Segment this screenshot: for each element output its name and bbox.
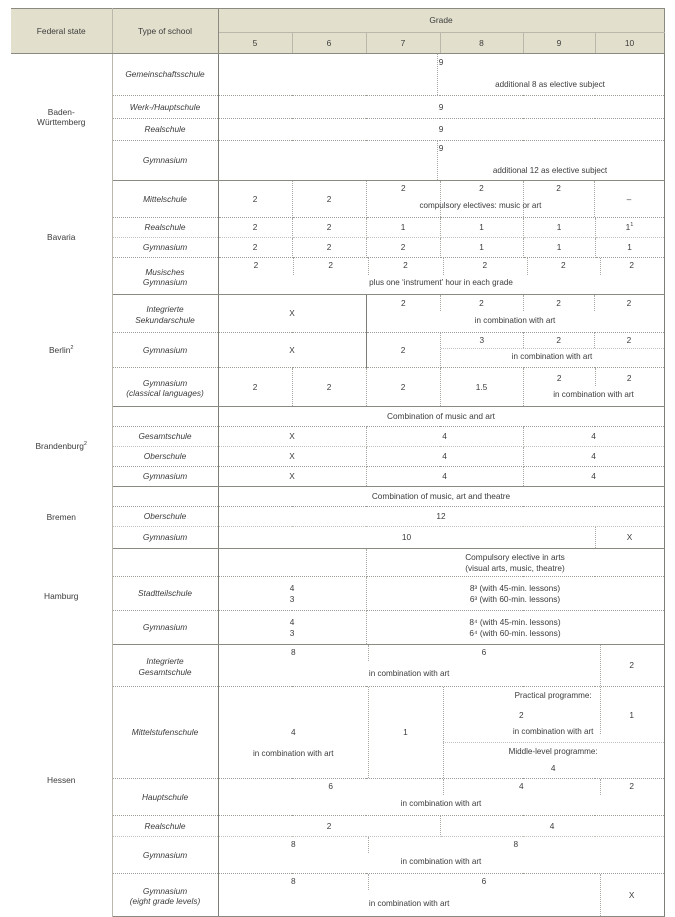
- note-combination-art-left: in combination with art: [252, 749, 334, 758]
- curriculum-hours-table: [11, 8, 665, 917]
- school-gymnasium-hessen: Gymnasium: [112, 837, 218, 874]
- cell-bavaria-realschule-g10: $1^1$: [595, 218, 664, 238]
- cell-berlin-gcl-g5: 2: [218, 368, 292, 407]
- cell-bavaria-gymnasium-g10: 1: [595, 238, 664, 258]
- cell-brandenburg-header-note: Combination of music and art: [218, 407, 664, 427]
- cell-berlin-gym-g5-6: X: [218, 333, 366, 368]
- school-gesamtschule: Gesamtschule: [112, 427, 218, 447]
- school-empty-bremen: [112, 487, 218, 507]
- school-mittelstufenschule: Mittelstufenschule: [112, 687, 218, 779]
- value-g9: 2: [556, 335, 561, 345]
- col-divider: [440, 295, 441, 311]
- cell-berlin-is-g7-10: [366, 295, 664, 333]
- cell-bw-gymnasium: [218, 141, 664, 181]
- table-row: [11, 54, 664, 96]
- state-name-berlin: [11, 295, 112, 407]
- school-realschule-hessen: Realschule: [112, 816, 218, 837]
- school-gymnasium-classical-languages: [112, 368, 218, 407]
- school-line-1: Gymnasium: [142, 885, 188, 896]
- note-additional-elective: additional 8 as elective subject: [495, 79, 605, 89]
- col-divider: [440, 181, 441, 217]
- school-gymnasium-berlin: Gymnasium: [112, 333, 218, 368]
- value-g10: 2: [629, 781, 634, 791]
- cell-brandenburg-ober-g9-10: 4: [523, 447, 664, 467]
- school-line-1: Gymnasium: [142, 377, 188, 388]
- note-combination-art: in combination with art: [474, 315, 556, 325]
- value-g7: 2: [401, 183, 406, 193]
- value-line-1: 8⁴ (with 45-min. lessons): [469, 617, 561, 628]
- school-line-2: Sekundarschule: [135, 314, 195, 325]
- cell-bremen-gym-g10: X: [595, 527, 664, 549]
- col-divider: [594, 333, 595, 348]
- school-oberschule-brandenburg: Oberschule: [112, 447, 218, 467]
- school-werk-hauptschule: Werk-/Hauptschule: [112, 96, 218, 119]
- col-divider: [368, 258, 369, 275]
- cell-brandenburg-ober-g7-8: 4: [366, 447, 523, 467]
- cell-berlin-is-g5-6: X: [218, 295, 366, 333]
- cell-hamburg-blank-g5-6: [218, 549, 366, 577]
- header-grade-10: 10: [595, 33, 664, 54]
- col-divider: [443, 779, 444, 795]
- cell-hessen-realschule-g8-10: 4: [440, 816, 664, 837]
- cell-bw-realschule: 9: [218, 119, 664, 141]
- school-mittelschule: Mittelschule: [112, 181, 218, 218]
- value-g10: 2: [629, 260, 634, 270]
- school-line-1: Integrierte: [146, 656, 184, 667]
- cell-brandenburg-gym-g9-10: 4: [523, 467, 664, 487]
- school-empty-hamburg: [112, 549, 218, 577]
- value-g10: 2: [629, 660, 634, 670]
- table-page: [0, 8, 675, 908]
- cell-hessen-gymnasium-8y: [218, 874, 664, 917]
- row-divider: [441, 348, 664, 349]
- school-integrierte-sekundarschule: [112, 295, 218, 333]
- cell-hessen-realschule-g5-7: 2: [218, 816, 440, 837]
- value-line-2: 6⁴ (with 60-min. lessons): [469, 627, 561, 638]
- cell-berlin-gcl-g9-10: [523, 368, 664, 407]
- label-practical-programme: Practical programme:: [514, 691, 592, 700]
- note-combination-art: in combination with art: [511, 351, 593, 361]
- value-g7-10: 8: [513, 839, 519, 849]
- state-name-bremen: Bremen: [11, 487, 112, 549]
- cell-brandenburg-gesamt-g9-10: 4: [523, 427, 664, 447]
- footnote-marker-1: 1: [630, 222, 634, 229]
- school-musisches-gymnasium: [112, 258, 218, 295]
- cell-bavaria-realschule-g8: 1: [440, 218, 523, 238]
- value-practical-g10: 1: [629, 710, 634, 720]
- note-line-2: (visual arts, music, theatre): [465, 562, 565, 573]
- cell-brandenburg-gesamt-g7-8: 4: [366, 427, 523, 447]
- value-g7: 1: [403, 727, 408, 737]
- cell-bremen-header-note: Combination of music, art and theatre: [218, 487, 664, 507]
- header-row-top: [11, 9, 664, 33]
- table-row: [11, 549, 664, 577]
- note-combination-art: in combination with art: [368, 668, 450, 678]
- school-line-1: Musisches: [145, 266, 185, 277]
- value-line-2: 3: [289, 627, 295, 638]
- footnote-marker-2: 2: [83, 441, 88, 448]
- cell-hamburg-stadtteil-left: [218, 577, 366, 611]
- school-gemeinschaftsschule: Gemeinschaftsschule: [112, 54, 218, 96]
- school-line-2: (eight grade levels): [129, 896, 201, 906]
- note-line-1: Compulsory elective in arts: [465, 552, 565, 563]
- value-g7: 2: [403, 260, 408, 270]
- state-label: Berlin: [48, 345, 71, 356]
- value-line-1: 8³ (with 45-min. lessons): [469, 583, 561, 594]
- value-line-1: 4: [289, 617, 295, 628]
- table-row: [11, 181, 664, 218]
- value-g10: 2: [626, 298, 632, 308]
- school-gymnasium-brandenburg: Gymnasium: [112, 467, 218, 487]
- value-g5-7: 6: [328, 781, 333, 791]
- state-name-hessen: Hessen: [11, 645, 112, 917]
- school-integrierte-gesamtschule: [112, 645, 218, 687]
- state-name-bavaria: Bavaria: [11, 181, 112, 295]
- cell-bavaria-gymnasium-g8: 1: [440, 238, 523, 258]
- state-line-2: Württemberg: [37, 117, 86, 128]
- school-line-2: Gymnasium: [142, 277, 188, 287]
- cell-bavaria-gymnasium-g9: 1: [523, 238, 595, 258]
- cell-hamburg-stadtteil-right: [366, 577, 664, 611]
- cell-brandenburg-gym-g5-6: X: [218, 467, 366, 487]
- cell-hessen-igs: [218, 645, 664, 687]
- note-combination-art: in combination with art: [368, 898, 450, 908]
- value-g8: 2: [479, 183, 484, 193]
- value-g5: 2: [253, 260, 259, 270]
- value-line-1: 4: [289, 583, 295, 594]
- col-divider: [600, 258, 601, 275]
- cell-berlin-gym-g7: 2: [366, 333, 440, 368]
- cell-bavaria-realschule-g7: 1: [366, 218, 440, 238]
- cell-bavaria-musisches-gymnasium: [218, 258, 664, 295]
- school-oberschule-bremen: Oberschule: [112, 507, 218, 527]
- note-instrument-hour: plus one ‘instrument’ hour in each grade: [369, 277, 513, 287]
- row-divider: [443, 742, 664, 743]
- value-line-2: 3: [289, 593, 295, 604]
- school-realschule-bw: Realschule: [112, 119, 218, 141]
- cell-bw-gemeinschaftsschule: [218, 54, 664, 96]
- cell-bavaria-mittelschule-g7-10: [366, 181, 664, 218]
- school-hauptschule-hessen: Hauptschule: [112, 779, 218, 816]
- value-g9: 2: [556, 183, 561, 193]
- col-divider: [368, 645, 369, 661]
- note-additional-elective: additional 12 as elective subject: [492, 165, 608, 175]
- cell-bavaria-mittelschule-g6: 2: [292, 181, 366, 218]
- cell-hamburg-gym-left: [218, 611, 366, 645]
- header-grade-7: 7: [366, 33, 440, 54]
- school-gymnasium-bremen: Gymnasium: [112, 527, 218, 549]
- cell-hessen-hauptschule: [218, 779, 664, 816]
- cell-brandenburg-ober-g5-6: X: [218, 447, 366, 467]
- header-grade-5: 5: [218, 33, 292, 54]
- note-combination-art: in combination with art: [553, 389, 634, 399]
- value-g8: 2: [479, 298, 484, 308]
- school-realschule-bavaria: Realschule: [112, 218, 218, 238]
- value-g7-9: 6: [481, 876, 487, 886]
- value-g8: 3: [479, 335, 485, 345]
- header-type-of-school: Type of school: [112, 9, 218, 54]
- cell-bremen-gym-g5-9: 10: [218, 527, 595, 549]
- value-g7-9: 6: [481, 647, 487, 657]
- state-name-hamburg: Hamburg: [11, 549, 112, 645]
- cell-bavaria-gymnasium-g5: 2: [218, 238, 292, 258]
- col-divider: [523, 333, 524, 348]
- school-gymnasium-bw: Gymnasium: [112, 141, 218, 181]
- cell-bavaria-realschule-g9: 1: [523, 218, 595, 238]
- note-combination-art-practical: in combination with art: [512, 727, 594, 736]
- table-row: [11, 407, 664, 427]
- note-compulsory-electives: compulsory electives: music or art: [419, 200, 542, 210]
- value-g10: 2: [626, 335, 632, 345]
- header-grade-9: 9: [523, 33, 595, 54]
- col-divider: [523, 295, 524, 311]
- col-divider: [523, 181, 524, 217]
- value-g5-6: 8: [290, 647, 296, 657]
- state-name-brandenburg: [11, 407, 112, 487]
- col-divider: [368, 874, 369, 890]
- label-middle-level-programme: Middle-level programme:: [508, 747, 598, 756]
- col-divider: [368, 837, 369, 853]
- cell-hessen-mittelstufenschule: [218, 687, 664, 779]
- col-divider: [527, 258, 528, 275]
- value-span-5-10: 9: [438, 143, 444, 153]
- cell-bavaria-realschule-g5: 2: [218, 218, 292, 238]
- cell-berlin-gcl-g8: 1.5: [440, 368, 523, 407]
- value-line-2: 6³ (with 60-min. lessons): [469, 593, 561, 604]
- school-line-1: Integrierte: [146, 304, 184, 315]
- col-divider: [600, 779, 601, 795]
- school-empty-brandenburg: [112, 407, 218, 427]
- state-line-1: Baden-: [47, 106, 75, 117]
- school-gymnasium-eight-grade-levels: [112, 874, 218, 917]
- footnote-marker-2: 2: [70, 345, 74, 352]
- cell-bw-werk-hauptschule: 9: [218, 96, 664, 119]
- cell-bavaria-gymnasium-g7: 2: [366, 238, 440, 258]
- school-line-2: (classical languages): [126, 388, 204, 398]
- note-combination-art: in combination with art: [400, 856, 482, 866]
- cell-berlin-gcl-g6: 2: [292, 368, 366, 407]
- header-grade-group: Grade: [218, 9, 664, 33]
- table-row: [11, 645, 664, 687]
- school-gymnasium-bavaria: Gymnasium: [112, 238, 218, 258]
- note-combination-art: in combination with art: [400, 798, 482, 808]
- table-header: [11, 9, 664, 54]
- state-name-baden-wuerttemberg: [11, 54, 112, 181]
- table-body: [11, 54, 664, 917]
- value-g5-6: 8: [290, 839, 296, 849]
- value-g8: 2: [482, 260, 488, 270]
- table-row: [11, 487, 664, 507]
- table-row: [11, 295, 664, 333]
- value-g9: 2: [556, 298, 561, 308]
- value-g10: X: [628, 890, 635, 900]
- value-g10: –: [626, 194, 632, 204]
- value-middle-level: 4: [550, 763, 556, 773]
- header-grade-8: 8: [440, 33, 523, 54]
- col-divider: [443, 258, 444, 275]
- cell-brandenburg-gym-g7-8: 4: [366, 467, 523, 487]
- col-divider: [595, 368, 596, 386]
- value-g5-6: 4: [290, 727, 296, 737]
- value-g9: 2: [556, 373, 562, 383]
- cell-hamburg-gym-right: [366, 611, 664, 645]
- state-label: Brandenburg: [35, 441, 84, 452]
- value-g8-9: 4: [518, 781, 524, 791]
- value-g9: 2: [561, 260, 566, 270]
- cell-bremen-oberschule: 12: [218, 507, 664, 527]
- school-gymnasium-hamburg: Gymnasium: [112, 611, 218, 645]
- col-divider: [594, 181, 595, 217]
- cell-hessen-gymnasium: [218, 837, 664, 874]
- cell-berlin-gym-g8-10: [440, 333, 664, 368]
- value-practical: 2: [518, 710, 524, 720]
- cell-bavaria-realschule-g6: 2: [292, 218, 366, 238]
- header-grade-6: 6: [292, 33, 366, 54]
- cell-bavaria-gymnasium-g6: 2: [292, 238, 366, 258]
- col-divider: [600, 874, 601, 916]
- col-divider: [594, 295, 595, 311]
- value-span-5-10: 9: [438, 57, 444, 67]
- value-g7: 2: [401, 298, 406, 308]
- school-stadtteilschule: Stadtteilschule: [112, 577, 218, 611]
- header-federal-state: Federal state: [11, 9, 112, 54]
- value-g6: 2: [328, 260, 333, 270]
- cell-brandenburg-gesamt-g5-6: X: [218, 427, 366, 447]
- col-divider: [600, 645, 601, 686]
- col-divider: [293, 258, 294, 275]
- cell-berlin-gcl-g7: 2: [366, 368, 440, 407]
- value-g10: 2: [626, 373, 632, 383]
- cell-bavaria-mittelschule-g5: 2: [218, 181, 292, 218]
- school-line-2: Gesamtschule: [138, 666, 192, 677]
- cell-hamburg-header-note: [366, 549, 664, 577]
- value-g5-6: 8: [290, 876, 296, 886]
